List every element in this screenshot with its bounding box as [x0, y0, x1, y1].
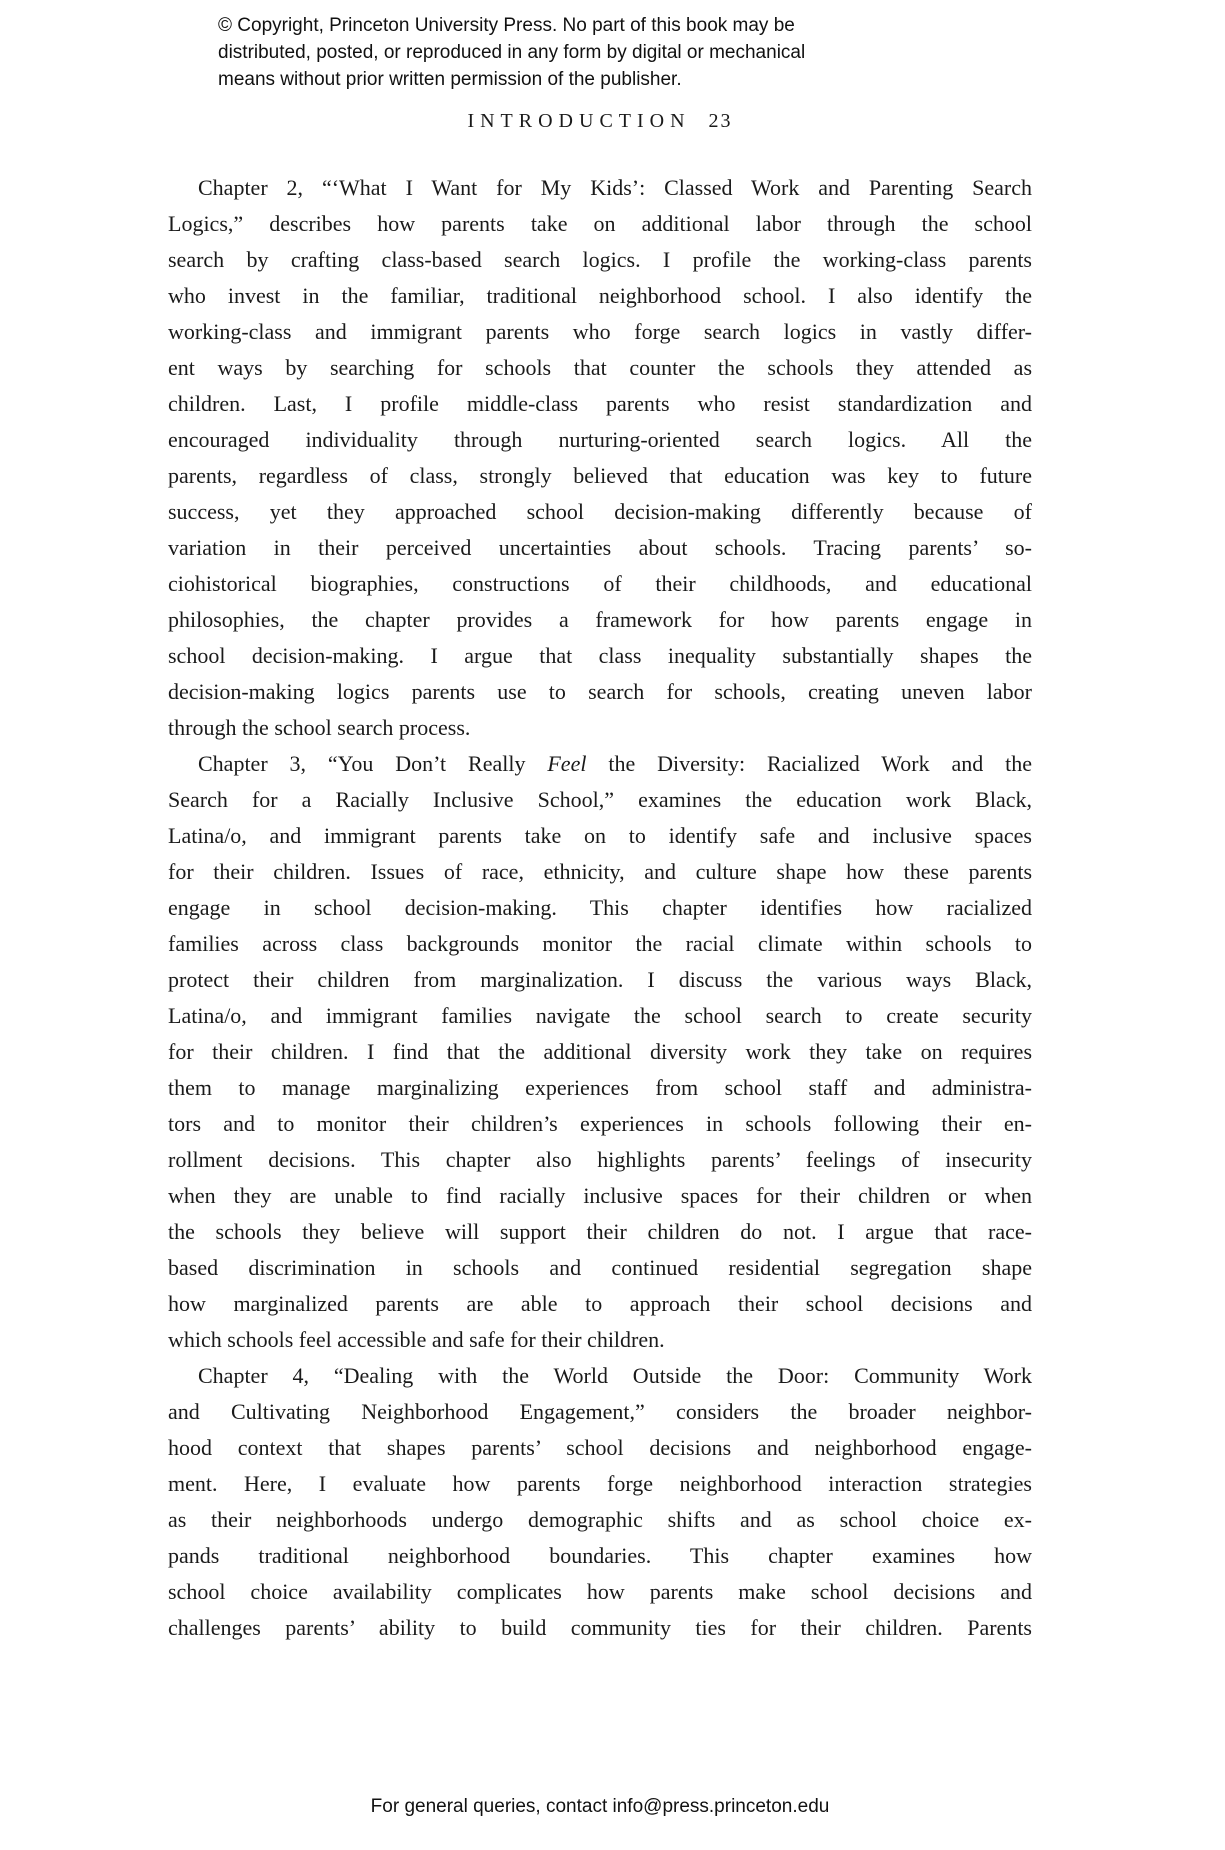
text-line: challenges parents’ ability to build community ties for their children. Parents: [168, 1615, 1032, 1640]
text-line: for their children. Issues of race, ethnicity, and culture shape how these parents: [168, 859, 1032, 884]
text-line: children. Last, I profile middle-class parents who resist standardization and: [168, 391, 1032, 416]
text-line: pands traditional neighborhood boundaries. This chapter examines how: [168, 1543, 1032, 1568]
text-line: when they are unable to find racially inclusive spaces for their children or when: [168, 1183, 1032, 1208]
footer-queries-note: For general queries, contact info@press.princeton.edu: [370, 1796, 830, 1817]
text-line: families across class backgrounds monitor the racial climate within schools to: [168, 931, 1032, 956]
text-line: engage in school decision-making. This chapter identifies how racialized: [168, 895, 1032, 920]
text-line: how marginalized parents are able to approach their school decisions and: [168, 1291, 1032, 1316]
text-line: school decision-making. I argue that class inequality substantially shapes the: [168, 643, 1032, 668]
text-line: Search for a Racially Inclusive School,” examines the education work Black,: [168, 787, 1032, 812]
text-line: Logics,” describes how parents take on additional labor through the school: [168, 211, 1032, 236]
text-line: protect their children from marginalization. I discuss the various ways Black,: [168, 967, 1032, 992]
running-header-title: INTRODUCTION: [467, 110, 691, 132]
text-line: search by crafting class-based search logics. I profile the working-class parents: [168, 247, 1032, 272]
text-line: encouraged individuality through nurturing-oriented search logics. All the: [168, 427, 1032, 452]
text-line: philosophies, the chapter provides a framework for how parents engage in: [168, 607, 1032, 632]
text-line: as their neighborhoods undergo demographic shifts and as school choice ex-: [168, 1507, 1032, 1532]
paragraph: [168, 1358, 1032, 1646]
text-line: them to manage marginalizing experiences from school staff and administra-: [168, 1075, 1032, 1100]
text-line: who invest in the familiar, traditional neighborhood school. I also identify the: [168, 283, 1032, 308]
text-line: for their children. I find that the additional diversity work they take on requires: [168, 1039, 1032, 1064]
text-line: Chapter 2, “‘What I Want for My Kids’: Classed Work and Parenting Search: [198, 175, 1032, 200]
text-line: the schools they believe will support their children do not. I argue that race-: [168, 1219, 1032, 1244]
copyright-notice: [218, 12, 805, 93]
copyright-line: © Copyright, Princeton University Press. No part of this book may be: [218, 15, 795, 36]
text-line: rollment decisions. This chapter also highlights parents’ feelings of insecurity: [168, 1147, 1032, 1172]
text-line: school choice availability complicates how parents make school decisions and: [168, 1579, 1032, 1604]
text-line: and Cultivating Neighborhood Engagement,” considers the broader neighbor-: [168, 1399, 1032, 1424]
paragraph: [168, 170, 1032, 746]
running-header: [168, 110, 1032, 133]
copyright-line: means without prior written permission of the publisher.: [218, 69, 682, 90]
text-line: which schools feel accessible and safe for their children.: [168, 1327, 665, 1352]
text-line: decision-making logics parents use to search for schools, creating uneven labor: [168, 679, 1032, 704]
text-line: Chapter 3, “You Don’t Really Feel the Diversity: Racialized Work and the: [198, 751, 1032, 776]
text-line: variation in their perceived uncertainties about schools. Tracing parents’ so-: [168, 535, 1032, 560]
text-line: based discrimination in schools and continued residential segregation shape: [168, 1255, 1032, 1280]
copyright-line: distributed, posted, or reproduced in any form by digital or mechanical: [218, 42, 806, 63]
text-line: success, yet they approached school decision-making differently because of: [168, 499, 1032, 524]
body-text: [168, 170, 1032, 1646]
text-line: tors and to monitor their children’s experiences in schools following their en-: [168, 1111, 1032, 1136]
text-line: hood context that shapes parents’ school decisions and neighborhood engage-: [168, 1435, 1032, 1460]
text-line: ment. Here, I evaluate how parents forge neighborhood interaction strategies: [168, 1471, 1032, 1496]
text-line: working-class and immigrant parents who forge search logics in vastly differ-: [168, 319, 1032, 344]
text-line: ent ways by searching for schools that counter the schools they attended as: [168, 355, 1032, 380]
page-number: 23: [708, 110, 733, 132]
text-line: ciohistorical biographies, constructions of their childhoods, and educational: [168, 571, 1032, 596]
text-line: Latina/o, and immigrant parents take on to identify safe and inclusive spaces: [168, 823, 1032, 848]
text-line: parents, regardless of class, strongly believed that education was key to future: [168, 463, 1032, 488]
text-line: Chapter 4, “Dealing with the World Outside the Door: Community Work: [198, 1363, 1032, 1388]
paragraph: [168, 746, 1032, 1358]
text-line: through the school search process.: [168, 715, 471, 740]
text-line: Latina/o, and immigrant families navigate the school search to create security: [168, 1003, 1032, 1028]
